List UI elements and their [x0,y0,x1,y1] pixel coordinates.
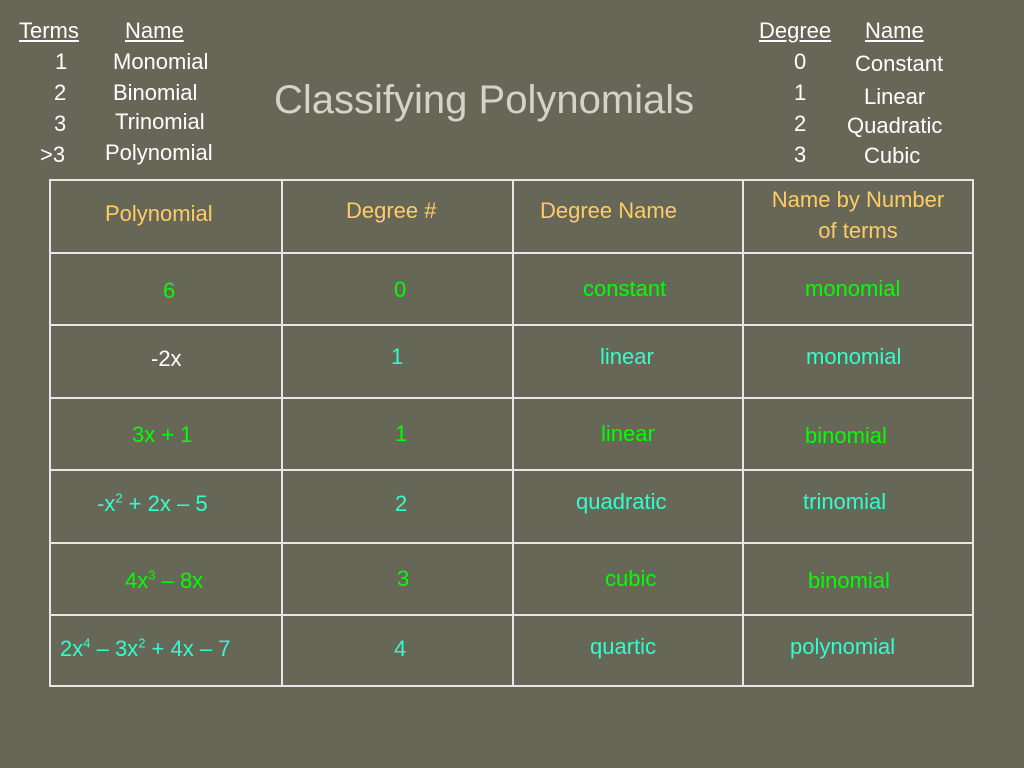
terms-name-header: Name [125,18,184,43]
polynomial-cell [60,636,230,662]
degree-value: 0 [794,49,807,74]
exponent: 3 [148,567,156,583]
column-divider [742,181,744,685]
polynomial-cell: -2x [151,346,182,371]
header-degree-number: Degree # [346,198,437,223]
page-title: Classifying Polynomials [274,78,695,122]
polynomial-term: -x [97,491,116,516]
header-degree-name: Degree Name [540,198,677,223]
column-divider [512,181,514,685]
exponent: 2 [138,635,146,651]
degree-cell: 1 [391,344,404,369]
degree-value: 1 [794,80,807,105]
degree-value: 2 [794,111,807,136]
header-term-name [743,184,973,246]
terms-name: Monomial [113,49,209,74]
terms-count: >3 [40,142,66,167]
polynomial-cell: 3x + 1 [132,422,193,447]
degree-cell: 2 [395,491,408,516]
degree-name: Quadratic [847,113,943,138]
term-name-cell: polynomial [790,634,896,659]
degree-name: Linear [864,84,926,109]
degree-cell: 1 [395,421,408,446]
degree-name-cell: cubic [605,566,657,591]
terms-name: Polynomial [105,140,213,165]
degree-cell: 3 [397,566,410,591]
degree-value: 3 [794,142,807,167]
classification-table [49,179,974,687]
polynomial-term: – 3x [90,636,139,661]
polynomial-cell [125,568,203,594]
degree-name-cell: linear [600,344,654,369]
row-divider [51,469,972,471]
header-polynomial: Polynomial [105,201,213,226]
terms-name: Trinomial [115,109,205,134]
degree-header: Degree [759,18,832,43]
exponent: 2 [115,490,123,506]
polynomial-term: 2x [60,636,84,661]
term-name-cell: monomial [806,344,902,369]
degree-name-header: Name [865,18,924,43]
polynomial-term: – 8x [155,568,204,593]
term-name-cell: binomial [805,423,887,448]
degree-name-cell: quartic [590,634,657,659]
degree-name-cell: constant [583,276,667,301]
row-divider [51,397,972,399]
polynomial-cell [97,491,208,517]
term-name-cell: trinomial [803,489,887,514]
exponent: 4 [83,635,91,651]
column-divider [281,181,283,685]
degree-name: Cubic [864,143,921,168]
term-name-cell: monomial [805,276,901,301]
terms-count: 1 [55,49,68,74]
polynomial-cell: 6 [163,278,176,303]
term-name-cell: binomial [808,568,890,593]
terms-name: Binomial [113,80,198,105]
degree-name: Constant [855,51,944,76]
degree-cell: 0 [394,277,407,302]
row-divider [51,324,972,326]
degree-name-cell: quadratic [576,489,667,514]
polynomial-term: + 4x – 7 [145,636,231,661]
header-term-name-line: Name by Number [771,187,945,212]
degree-name-cell: linear [601,421,655,446]
header-term-name-line: of terms [818,218,898,243]
row-divider [51,542,972,544]
row-divider [51,252,972,254]
terms-count: 3 [54,111,67,136]
polynomial-term: 4x [125,568,149,593]
row-divider [51,614,972,616]
polynomial-term: + 2x – 5 [122,491,208,516]
degree-cell: 4 [394,636,407,661]
terms-count: 2 [54,80,67,105]
terms-header: Terms [19,18,79,43]
